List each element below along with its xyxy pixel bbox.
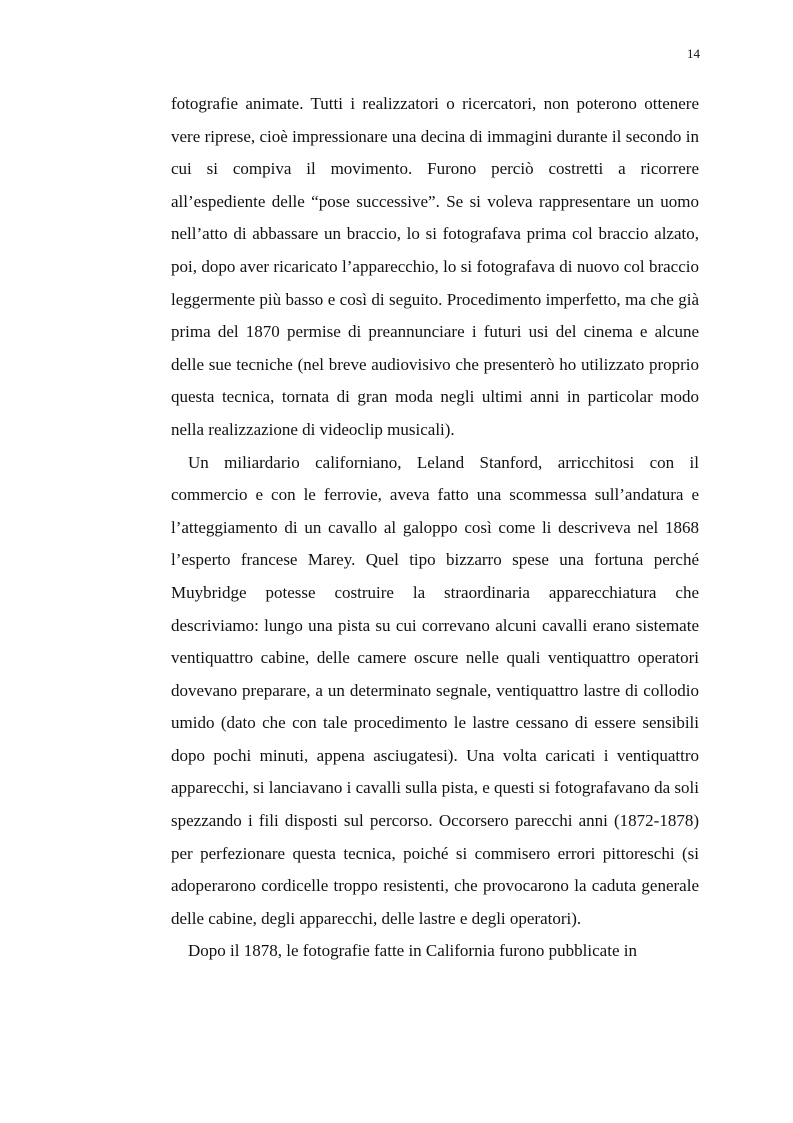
paragraph-1: fotografie animate. Tutti i realizzatori o ricercatori, non poterono ottenere vere riprese, cioè impressionare una decina di immagini durante il secondo in cui si compiva il movimento. Furono perciò costretti a ricorrere all’espediente delle “pose successive”. Se si voleva rappresentare un uomo nell’atto di abbassare un braccio, lo si fotografava prima col braccio alzato, poi, dopo aver ricaricato l’apparecchio, lo si fotografava di nuovo col braccio leggermente più basso e così di seguito. Procedimento imperfetto, ma che già prima del 1870 permise di preannunciare i futuri usi del cinema e alcune delle sue tecniche (nel breve audiovisivo che presenterò ho utilizzato proprio questa tecnica, tornata di gran moda negli ultimi anni in particolar modo nella realizzazione di videoclip musicali). — [171, 94, 699, 439]
body-text — [171, 88, 699, 968]
paragraph-3: Dopo il 1878, le fotografie fatte in California furono pubblicate in — [188, 941, 637, 961]
page-number: 14 — [687, 46, 700, 61]
paragraph-2: Un miliardario californiano, Leland Stanford, arricchitosi con il commercio e con le ferrovie, aveva fatto una scommessa sull’andatura e l’atteggiamento di un cavallo al galoppo così come li descriveva nel 1868 l’esperto francese Marey. Quel tipo bizzarro spese una fortuna perché Muybridge potesse costruire la straordinaria apparecchiatura che descriviamo: lungo una pista su cui correvano alcuni cavalli erano sistemate ventiquattro cabine, delle camere oscure nelle quali ventiquattro operatori dovevano preparare, a un determinato segnale, ventiquattro lastre di collodio umido (dato che con tale procedimento le lastre cessano di essere sensibili dopo pochi minuti, appena asciugatesi). Una volta caricati i ventiquattro apparecchi, si lanciavano i cavalli sulla pista, e questi si fotografavano da soli spezzando i fili disposti sul percorso. Occorsero parecchi anni (1872-1878) per perfezionare questa tecnica, poiché si commisero errori pittoreschi (si adoperarono cordicelle troppo resistenti, che provocarono la caduta generale delle cabine, degli apparecchi, delle lastre e degli operatori). — [171, 452, 699, 928]
